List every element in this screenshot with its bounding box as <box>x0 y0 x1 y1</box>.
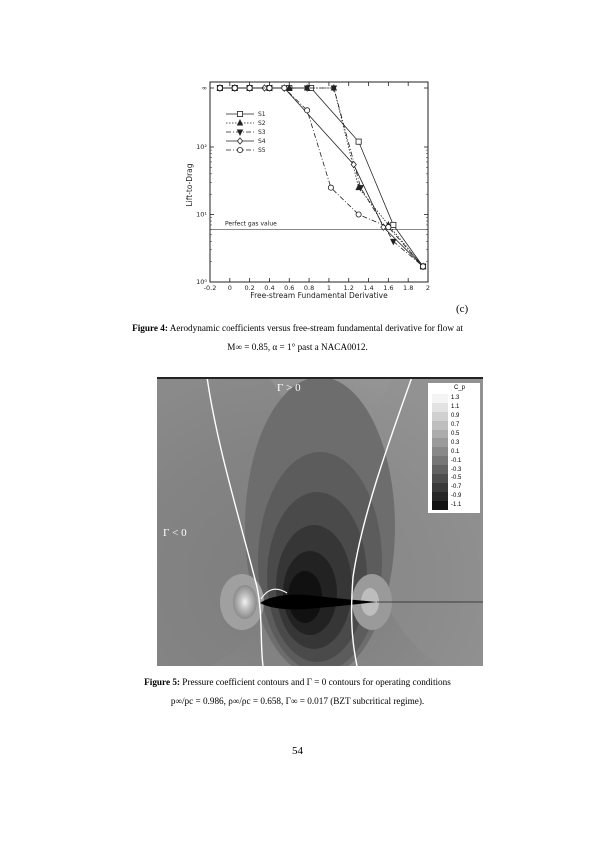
cp-legend-swatch <box>432 421 448 430</box>
data-point-s5 <box>386 225 391 230</box>
cp-legend-row <box>432 412 461 421</box>
x-tick-label: 1.6 <box>383 284 394 292</box>
y-tick-label: 10² <box>196 143 207 151</box>
top-border <box>157 377 483 379</box>
cp-legend-row <box>432 501 461 510</box>
figure5-caption <box>40 673 555 711</box>
legend-marker-s3 <box>237 130 242 135</box>
cp-legend-swatch <box>432 430 448 439</box>
cp-legend-row <box>432 430 461 439</box>
cp-legend-swatch <box>432 447 448 456</box>
figure5-caption-text1: Pressure coefficient contours and Γ = 0 contours for operating conditions <box>179 677 451 687</box>
x-tick-label: 1 <box>326 284 331 292</box>
y-axis-label: Lift-to-Drag <box>185 163 194 207</box>
data-point-s5 <box>217 85 222 90</box>
cp-legend-value: -0.9 <box>451 493 462 500</box>
figure4-caption-text1: Aerodynamic coefficients versus free-stream fundamental derivative for flow at <box>167 323 463 333</box>
cp-legend-row <box>432 394 461 403</box>
data-point-s5 <box>305 108 310 113</box>
y-tick-label: 10⁰ <box>196 278 207 286</box>
legend-label-s1: S1 <box>258 111 266 119</box>
data-point-s5 <box>267 85 272 90</box>
gamma-positive-label: Γ > 0 <box>277 382 301 394</box>
legend-marker-s1 <box>237 111 242 116</box>
x-tick-label: -0.2 <box>203 284 217 292</box>
y-tick-label: ∞ <box>201 84 207 92</box>
cp-legend-swatch <box>432 403 448 412</box>
x-tick-label: 1.2 <box>343 284 354 292</box>
cp-legend-row <box>432 421 461 430</box>
cp-legend-swatch <box>432 465 448 474</box>
gamma-negative-label: Γ < 0 <box>163 527 187 539</box>
data-point-s5 <box>420 264 425 269</box>
data-point-s1 <box>356 139 361 144</box>
pressure-contour-figure <box>157 377 483 666</box>
x-tick-label: 0.8 <box>303 284 315 292</box>
cp-legend-row <box>432 492 461 501</box>
legend-label-s4: S4 <box>258 138 266 146</box>
x-axis-label: Free-stream Fundamental Derivative <box>250 291 388 300</box>
cp-legend-swatch <box>432 474 448 483</box>
cp-legend-value: -0.5 <box>451 475 462 482</box>
data-point-s5 <box>247 85 252 90</box>
x-tick-label: 0 <box>227 284 232 292</box>
figure4-caption-label: Figure 4: <box>132 323 168 333</box>
cp-legend-row <box>432 465 461 474</box>
contour-le-stagnation <box>233 585 257 619</box>
data-point-s5 <box>356 212 361 217</box>
data-point-s3 <box>391 239 396 244</box>
cp-legend-swatch <box>432 438 448 447</box>
cp-legend-value: 0.3 <box>451 439 460 446</box>
cp-legend-value: -0.3 <box>451 466 462 473</box>
cp-legend-swatch <box>432 456 448 465</box>
cp-legend-row <box>432 483 461 492</box>
legend-label-s3: S3 <box>258 129 266 137</box>
cp-legend-title: C_p <box>454 385 466 391</box>
cp-legend-value: -0.7 <box>451 484 462 491</box>
x-tick-label: 0.2 <box>244 284 255 292</box>
page-number: 54 <box>292 745 303 757</box>
cp-legend-value: 1.3 <box>451 395 460 402</box>
legend-marker-s5 <box>237 147 242 152</box>
figure5-caption-text2: p∞/pc = 0.986, ρ∞/ρc = 0.658, Γ∞ = 0.017 (BZT subcritical regime). <box>170 696 425 706</box>
figure4-sublabel: (c) <box>456 303 469 315</box>
cp-legend-swatch <box>432 492 448 501</box>
data-point-s5 <box>282 85 287 90</box>
legend-label-s2: S2 <box>258 120 266 128</box>
data-point-s1 <box>391 222 396 227</box>
cp-legend-row <box>432 403 461 412</box>
cp-legend-value: 0.5 <box>451 431 460 437</box>
cp-legend-row <box>432 447 461 456</box>
lift-to-drag-chart <box>180 72 440 307</box>
x-tick-label: 1.4 <box>363 284 374 292</box>
legend-marker-s2 <box>237 120 242 125</box>
cp-legend-value: 1.1 <box>451 404 460 411</box>
cp-legend-swatch <box>432 412 448 421</box>
cp-legend-value: 0.1 <box>451 448 460 455</box>
data-point-s5 <box>328 185 333 190</box>
perfect-gas-label: Perfect gas value <box>225 220 277 228</box>
cp-legend-row <box>432 456 461 465</box>
y-tick-label: 10¹ <box>196 210 207 219</box>
legend-marker-s4 <box>237 138 242 144</box>
figure4-caption-text2: M∞ = 0.85, α = 1° past a NACA0012. <box>227 342 368 352</box>
cp-legend-swatch <box>432 501 448 510</box>
cp-legend-rows <box>432 394 461 510</box>
x-tick-label: 1.8 <box>403 284 414 292</box>
x-tick-label: 0.4 <box>264 284 275 292</box>
cp-legend-swatch <box>432 394 448 403</box>
cp-legend-swatch <box>432 483 448 492</box>
x-tick-label: 2 <box>425 284 431 292</box>
cp-legend-value: 0.9 <box>451 413 460 420</box>
cp-legend-value: 0.7 <box>451 422 460 429</box>
cp-legend <box>428 383 480 513</box>
figure5-caption-label: Figure 5: <box>144 677 180 687</box>
legend-label-s5: S5 <box>258 147 266 155</box>
cp-legend-row <box>432 438 461 447</box>
x-tick-label: 0.6 <box>284 284 295 292</box>
cp-legend-value: -1.1 <box>451 502 462 509</box>
cp-legend-row <box>432 474 461 483</box>
cp-legend-value: -0.1 <box>451 457 462 464</box>
data-point-s5 <box>232 85 237 90</box>
figure4-caption <box>40 319 555 357</box>
